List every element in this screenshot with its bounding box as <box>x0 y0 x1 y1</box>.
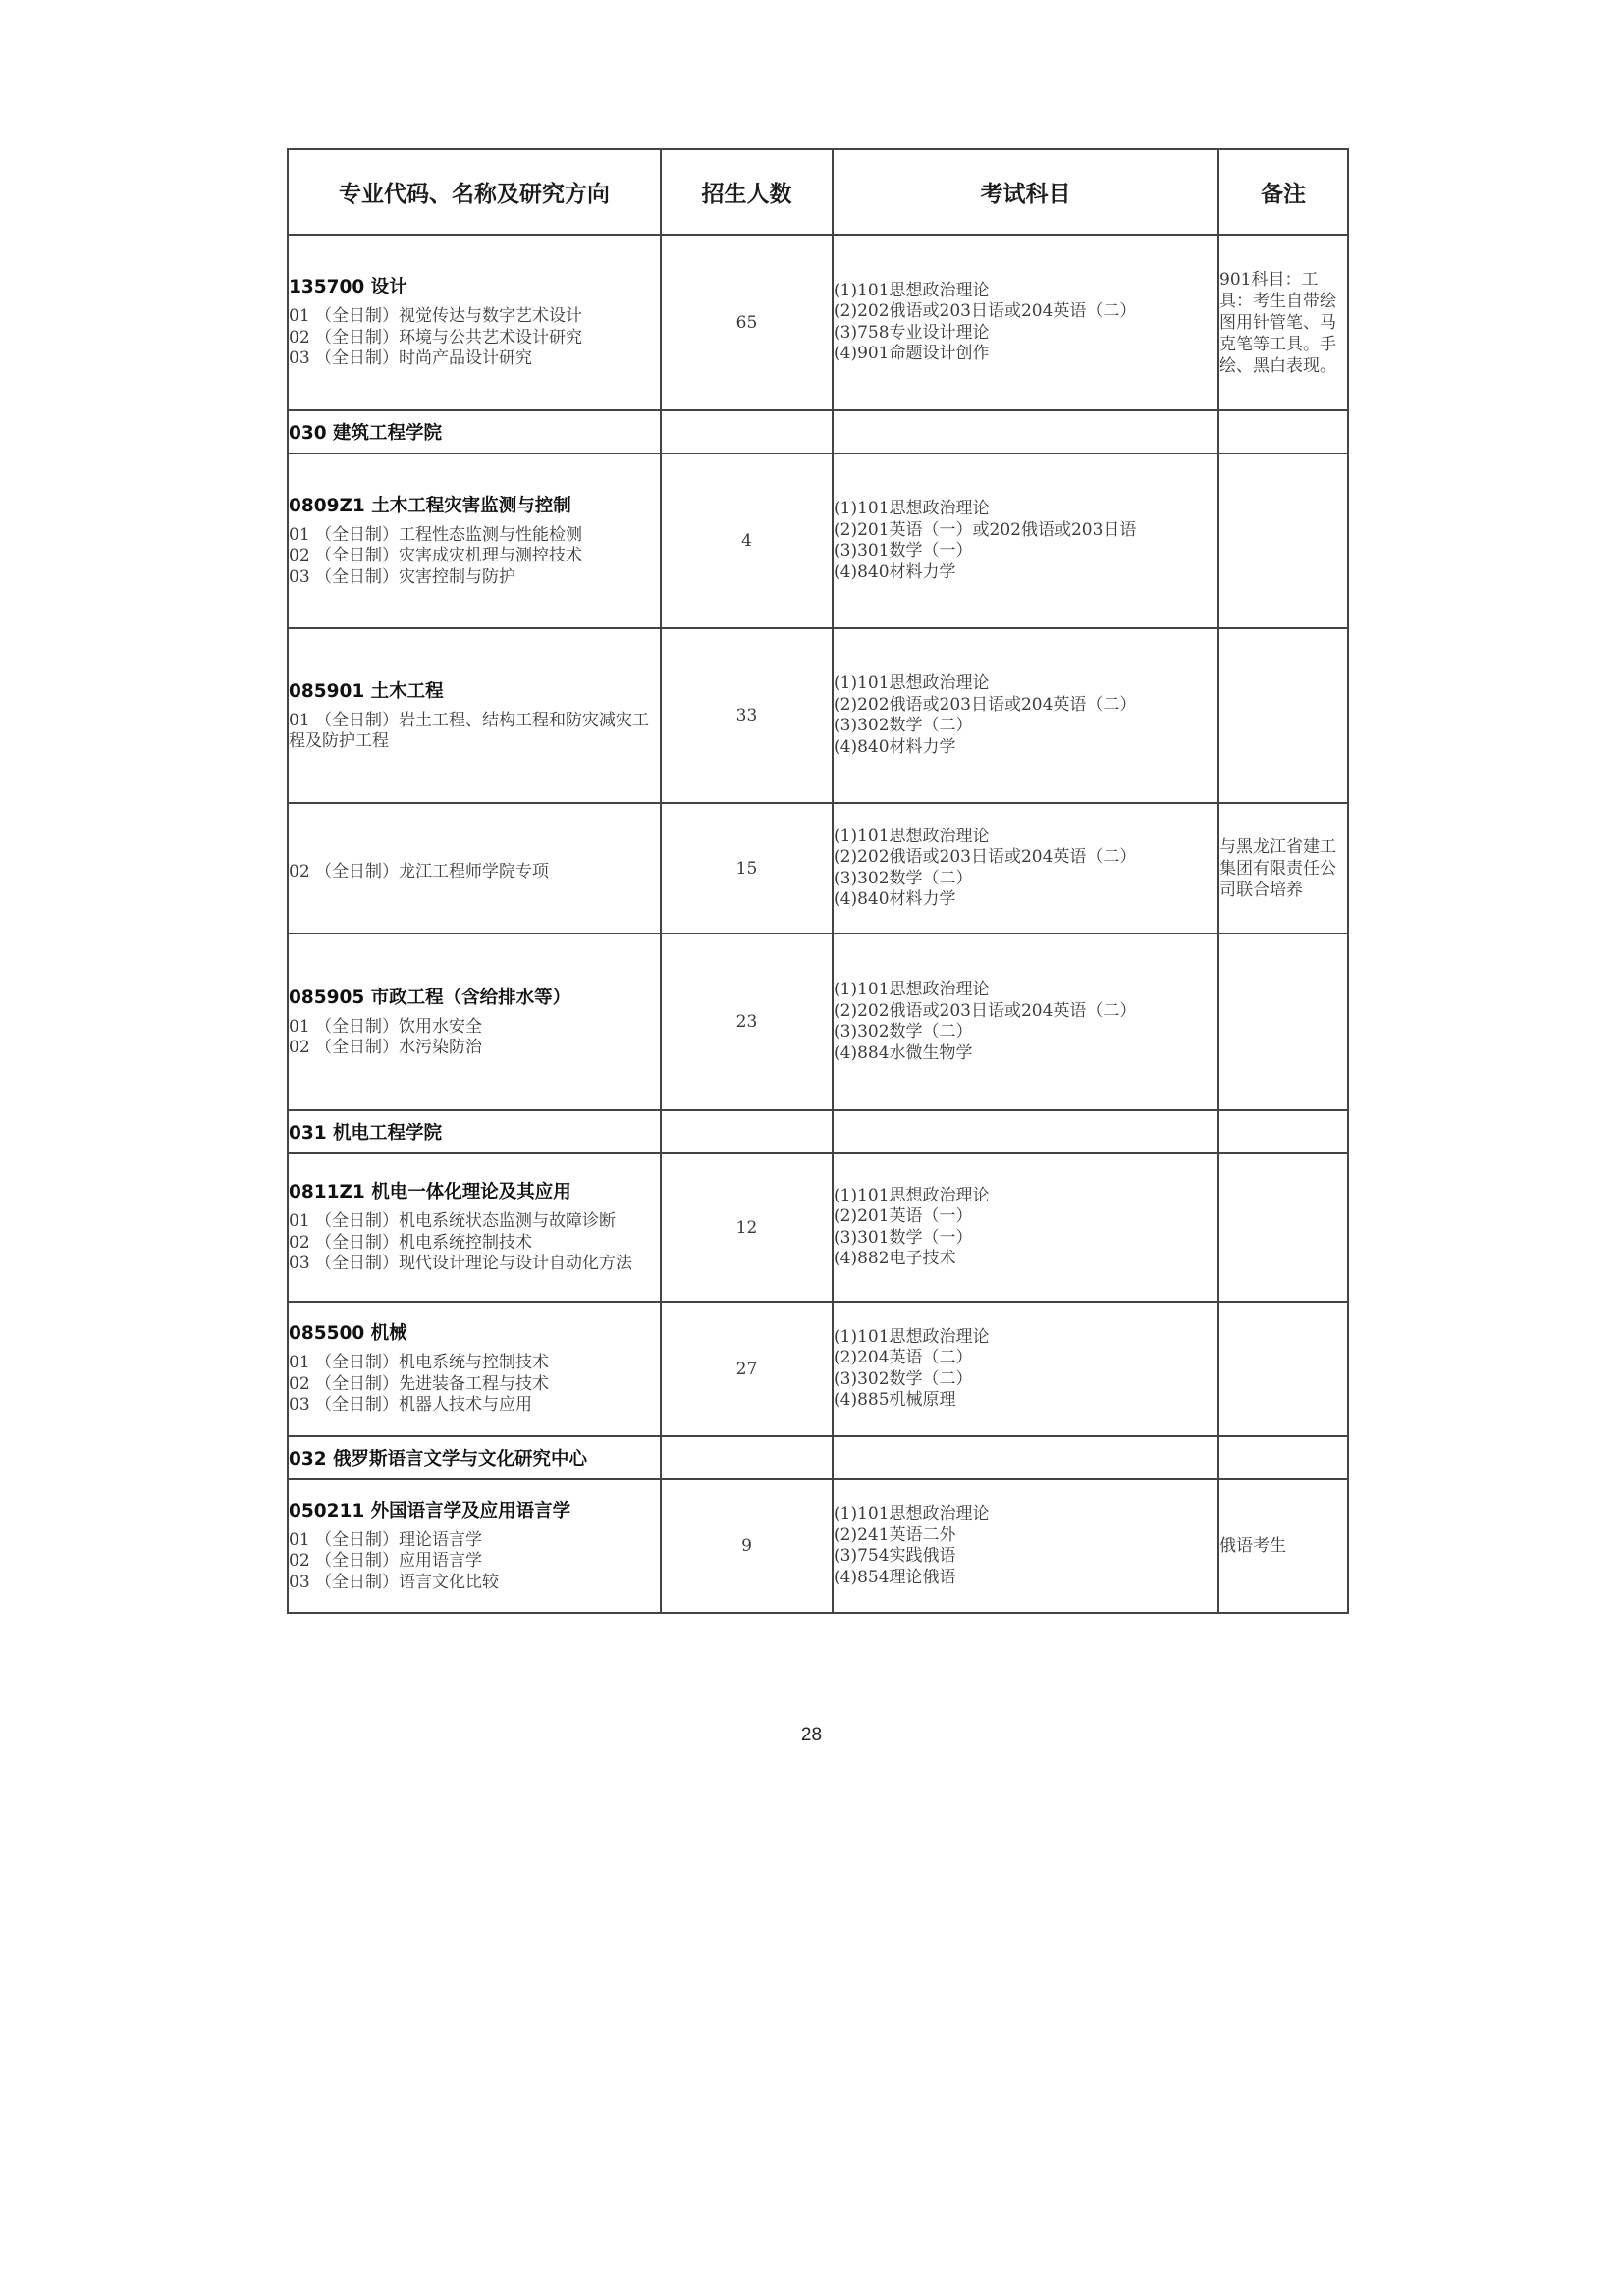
exam-subject: (4)884水微生物学 <box>834 1042 973 1063</box>
major-title: 085905 市政工程（含给排水等） <box>289 987 571 1008</box>
exam-subjects-cell <box>833 1302 1218 1436</box>
enrollment-count: 27 <box>661 1302 833 1436</box>
major-cell <box>288 1153 661 1302</box>
college-name: 032 俄罗斯语言文学与文化研究中心 <box>288 1436 661 1479</box>
major-title: 050211 外国语言学及应用语言学 <box>289 1500 571 1522</box>
header-count: 招生人数 <box>661 149 833 235</box>
research-direction: 02 （全日制）龙江工程师学院专项 <box>289 861 550 881</box>
exam-subject: (3)302数学（二） <box>834 1022 973 1041</box>
research-direction: 01 （全日制）机电系统状态监测与故障诊断 <box>289 1211 617 1232</box>
research-direction: 02 （全日制）应用语言学 <box>289 1551 483 1572</box>
research-direction: 01 （全日制）岩土工程、结构工程和防灾减灾工程及防护工程 <box>289 710 650 751</box>
major-cell <box>288 235 661 410</box>
major-title: 0811Z1 机电一体化理论及其应用 <box>289 1182 571 1203</box>
exam-subject: (1)101思想政治理论 <box>834 280 990 300</box>
exam-subject: (4)840材料力学 <box>834 889 956 909</box>
exam-subject: (4)840材料力学 <box>834 736 956 757</box>
research-direction: 01 （全日制）理论语言学 <box>289 1529 483 1550</box>
major-cell <box>288 1302 661 1436</box>
note-cell <box>1218 1302 1348 1436</box>
major-title: 0809Z1 土木工程灾害监测与控制 <box>289 495 571 516</box>
note-cell <box>1218 1153 1348 1302</box>
research-direction: 01 （全日制）视觉传达与数字艺术设计 <box>289 306 583 327</box>
exam-subject: (2)202俄语或203日语或204英语（二） <box>834 847 1137 867</box>
research-direction: 02 （全日制）水污染防治 <box>289 1038 483 1057</box>
research-direction: 02 （全日制）先进装备工程与技术 <box>289 1373 550 1394</box>
admissions-table <box>287 148 1349 1614</box>
college-row <box>288 1436 1348 1479</box>
exam-subjects-cell <box>833 454 1218 628</box>
empty-count-cell <box>661 1110 833 1153</box>
enrollment-count: 12 <box>661 1153 833 1302</box>
exam-subject: (3)754实践俄语 <box>834 1546 956 1566</box>
empty-note-cell <box>1218 1110 1348 1153</box>
table-row <box>288 628 1348 803</box>
exam-subject: (1)101思想政治理论 <box>834 1185 990 1205</box>
major-title: 085500 机械 <box>289 1323 407 1345</box>
note-cell: 901科目：工具：考生自带绘图用针管笔、马克笔等工具。手绘、黑白表现。 <box>1218 235 1348 410</box>
enrollment-count: 9 <box>661 1479 833 1613</box>
exam-subject: (1)101思想政治理论 <box>834 1326 990 1347</box>
research-direction: 02 （全日制）环境与公共艺术设计研究 <box>289 327 583 347</box>
research-direction: 02 （全日制）机电系统控制技术 <box>289 1232 533 1253</box>
empty-count-cell <box>661 410 833 454</box>
empty-subjects-cell <box>833 1110 1218 1153</box>
major-title: 085901 土木工程 <box>289 680 444 702</box>
note-cell: 俄语考生 <box>1218 1479 1348 1613</box>
note-cell <box>1218 934 1348 1110</box>
major-cell <box>288 454 661 628</box>
exam-subject: (1)101思想政治理论 <box>834 826 990 846</box>
research-direction: 03 （全日制）灾害控制与防护 <box>289 566 516 587</box>
exam-subject: (4)882电子技术 <box>834 1249 956 1268</box>
exam-subject: (3)302数学（二） <box>834 868 973 888</box>
college-name: 030 建筑工程学院 <box>288 410 661 454</box>
major-title: 135700 设计 <box>289 277 407 298</box>
empty-note-cell <box>1218 410 1348 454</box>
exam-subject: (2)201英语（一） <box>834 1206 973 1226</box>
college-name: 031 机电工程学院 <box>288 1110 661 1153</box>
research-direction: 03 （全日制）语言文化比较 <box>289 1572 500 1592</box>
table-row <box>288 1153 1348 1302</box>
research-direction: 03 （全日制）机器人技术与应用 <box>289 1395 533 1415</box>
exam-subject: (3)758专业设计理论 <box>834 322 990 343</box>
table-row <box>288 1479 1348 1613</box>
note-cell: 与黑龙江省建工集团有限责任公司联合培养 <box>1218 803 1348 934</box>
research-direction: 03 （全日制）时尚产品设计研究 <box>289 348 533 369</box>
header-major: 专业代码、名称及研究方向 <box>288 149 661 235</box>
exam-subjects-cell <box>833 1479 1218 1613</box>
table-row <box>288 1302 1348 1436</box>
exam-subject: (1)101思想政治理论 <box>834 980 990 999</box>
empty-subjects-cell <box>833 1436 1218 1479</box>
exam-subject: (3)302数学（二） <box>834 1368 973 1389</box>
enrollment-count: 15 <box>661 803 833 934</box>
exam-subject: (1)101思想政治理论 <box>834 1504 990 1523</box>
exam-subject: (4)901命题设计创作 <box>834 344 990 363</box>
exam-subject: (2)202俄语或203日语或204英语（二） <box>834 1000 1137 1021</box>
exam-subjects-cell <box>833 628 1218 803</box>
table-row <box>288 235 1348 410</box>
exam-subjects-cell <box>833 803 1218 934</box>
exam-subject: (4)854理论俄语 <box>834 1567 956 1587</box>
exam-subjects-cell <box>833 235 1218 410</box>
exam-subject: (3)301数学（一） <box>834 1227 973 1248</box>
major-cell <box>288 1479 661 1613</box>
major-cell <box>288 628 661 803</box>
exam-subject: (4)885机械原理 <box>834 1390 956 1410</box>
exam-subject: (2)201英语（一）或202俄语或203日语 <box>834 519 1137 540</box>
research-direction: 01 （全日制）工程性态监测与性能检测 <box>289 524 583 545</box>
header-subjects: 考试科目 <box>833 149 1218 235</box>
table-body <box>288 235 1348 1613</box>
table-row <box>288 803 1348 934</box>
exam-subject: (3)301数学（一） <box>834 541 973 561</box>
research-direction: 02 （全日制）灾害成灾机理与测控技术 <box>289 546 583 566</box>
exam-subject: (1)101思想政治理论 <box>834 673 990 693</box>
empty-count-cell <box>661 1436 833 1479</box>
enrollment-count: 65 <box>661 235 833 410</box>
table-row <box>288 934 1348 1110</box>
enrollment-count: 33 <box>661 628 833 803</box>
research-direction: 01 （全日制）机电系统与控制技术 <box>289 1353 550 1373</box>
enrollment-count: 4 <box>661 454 833 628</box>
exam-subject: (1)101思想政治理论 <box>834 499 990 518</box>
exam-subject: (2)204英语（二） <box>834 1348 973 1367</box>
table-header-row <box>288 149 1348 235</box>
exam-subject: (2)241英语二外 <box>834 1524 956 1545</box>
header-notes: 备注 <box>1218 149 1348 235</box>
note-cell <box>1218 454 1348 628</box>
exam-subject: (4)840材料力学 <box>834 561 956 582</box>
table-row <box>288 454 1348 628</box>
college-row <box>288 410 1348 454</box>
college-row <box>288 1110 1348 1153</box>
exam-subjects-cell <box>833 934 1218 1110</box>
note-cell <box>1218 628 1348 803</box>
exam-subject: (2)202俄语或203日语或204英语（二） <box>834 301 1137 321</box>
major-cell <box>288 934 661 1110</box>
exam-subject: (2)202俄语或203日语或204英语（二） <box>834 694 1137 715</box>
empty-note-cell <box>1218 1436 1348 1479</box>
exam-subject: (3)302数学（二） <box>834 716 973 735</box>
enrollment-count: 23 <box>661 934 833 1110</box>
exam-subjects-cell <box>833 1153 1218 1302</box>
research-direction: 03 （全日制）现代设计理论与设计自动化方法 <box>289 1254 633 1274</box>
major-cell <box>288 803 661 934</box>
page-number: 28 <box>800 1725 823 1745</box>
research-direction: 01 （全日制）饮用水安全 <box>289 1016 483 1037</box>
empty-subjects-cell <box>833 410 1218 454</box>
